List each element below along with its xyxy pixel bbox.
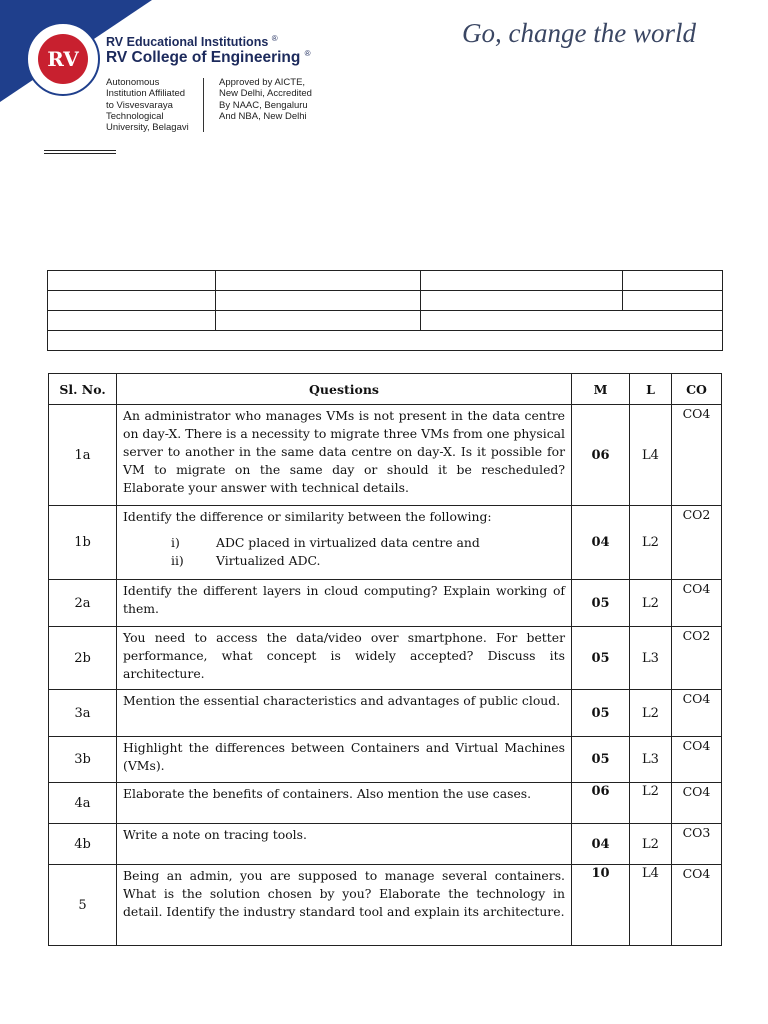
course-outcome: CO3 (672, 824, 722, 865)
question-text: An administrator who manages VMs is not present in the data centre on day-X. There is a necessity to migrate three VMs from one physical server to another in the same data centre on day-X. Is it possible for VM to migrate on the same day or should it be rescheduled? Elaborate your answer with technical details. (117, 405, 572, 506)
question-text: Mention the essential characteristics and advantages of public cloud. (117, 690, 572, 737)
marks: 04 (572, 824, 630, 865)
question-text: You need to access the data/video over smartphone. For better performance, what concept is widely accepted? Discuss its architecture. (117, 627, 572, 690)
info-cell (623, 291, 723, 311)
level: L2 (630, 580, 672, 627)
sl-no: 1b (49, 506, 117, 580)
level: L4 (630, 865, 672, 946)
table-row (49, 783, 722, 824)
question-text: Highlight the differences between Containers and Virtual Machines (VMs). (117, 737, 572, 783)
info-cell (216, 271, 421, 291)
sl-no: 1a (49, 405, 117, 506)
marks: 05 (572, 627, 630, 690)
approval-info (219, 77, 312, 122)
college-text: RV College of Engineering (106, 49, 301, 67)
table-row (49, 627, 722, 690)
info-cell (216, 291, 421, 311)
affiliation-line: Institution Affiliated (106, 88, 186, 100)
tagline: Go, change the world (462, 18, 696, 48)
marks: 05 (572, 690, 630, 737)
level: L4 (630, 405, 672, 506)
info-cell (421, 291, 623, 311)
list-item (171, 552, 565, 570)
info-cell (48, 291, 216, 311)
header-divider (203, 78, 204, 132)
level: L2 (630, 690, 672, 737)
logo-text: RV (38, 34, 88, 84)
info-cell (48, 331, 723, 351)
header-questions: Questions (117, 374, 572, 405)
question-cell (117, 506, 572, 580)
marks: 06 (572, 405, 630, 506)
sl-no: 3a (49, 690, 117, 737)
table-row (49, 506, 722, 580)
info-cell (623, 271, 723, 291)
double-rule (44, 150, 116, 154)
info-row (48, 291, 723, 311)
info-row (48, 311, 723, 331)
college-name (106, 49, 311, 67)
table-row (49, 580, 722, 627)
header-marks: M (572, 374, 630, 405)
level: L2 (630, 824, 672, 865)
info-cell (216, 311, 421, 331)
affiliation-line: Autonomous (106, 77, 160, 88)
marks: 04 (572, 506, 630, 580)
list-item (171, 534, 565, 552)
list-number: i) (171, 535, 180, 550)
sl-no: 3b (49, 737, 117, 783)
course-outcome: CO4 (672, 405, 722, 506)
institution-name (106, 34, 278, 49)
level: L3 (630, 627, 672, 690)
affiliation-line: University, Belagavi (106, 122, 189, 134)
question-text: Identify the different layers in cloud computing? Explain working of them. (117, 580, 572, 627)
info-row (48, 271, 723, 291)
approval-line: By NAAC, Bengaluru (219, 99, 308, 111)
marks: 05 (572, 580, 630, 627)
table-row (49, 690, 722, 737)
course-outcome: CO4 (672, 580, 722, 627)
header-level: L (630, 374, 672, 405)
marks: 06 (572, 783, 630, 824)
course-outcome: CO2 (672, 506, 722, 580)
marks: 10 (572, 865, 630, 946)
header-sl-no: Sl. No. (49, 374, 117, 405)
marks: 05 (572, 737, 630, 783)
list-number: ii) (171, 553, 184, 568)
info-cell (48, 271, 216, 291)
affiliation-line: Technological (106, 110, 164, 122)
sl-no: 4a (49, 783, 117, 824)
info-cell (421, 271, 623, 291)
info-cell (421, 311, 723, 331)
question-text: Elaborate the benefits of containers. Also mention the use cases. (117, 783, 572, 824)
table-row (49, 405, 722, 506)
list-text: Virtualized ADC. (216, 553, 321, 568)
affiliation-info (106, 77, 189, 133)
question-text: Being an admin, you are supposed to manage several containers. What is the solution chosen by you? Elaborate the technology in detail. Identify the industry standard tool and explain its architecture. (117, 865, 572, 946)
approval-line: New Delhi, Accredited (219, 88, 312, 100)
course-outcome: CO4 (672, 865, 722, 946)
course-outcome: CO4 (672, 737, 722, 783)
course-outcome: CO2 (672, 627, 722, 690)
question-text: Write a note on tracing tools. (117, 824, 572, 865)
level: L3 (630, 737, 672, 783)
header-co: CO (672, 374, 722, 405)
sl-no: 2a (49, 580, 117, 627)
affiliation-line: to Visvesvaraya (106, 99, 173, 111)
list-text: ADC placed in virtualized data centre and (216, 535, 480, 550)
registered-mark: ® (304, 49, 311, 58)
sl-no: 4b (49, 824, 117, 865)
approval-line: And NBA, New Delhi (219, 110, 307, 122)
approval-line: Approved by AICTE, (219, 77, 306, 88)
questions-table (48, 373, 722, 946)
college-logo (26, 22, 100, 96)
course-outcome: CO4 (672, 690, 722, 737)
sl-no: 5 (49, 865, 117, 946)
table-row (49, 865, 722, 946)
info-cell (48, 311, 216, 331)
level: L2 (630, 783, 672, 824)
registered-mark: ® (271, 34, 278, 43)
sl-no: 2b (49, 627, 117, 690)
table-row (49, 737, 722, 783)
level: L2 (630, 506, 672, 580)
info-row (48, 331, 723, 351)
table-row (49, 824, 722, 865)
course-outcome: CO4 (672, 783, 722, 824)
question-text: Identify the difference or similarity between the following: (123, 509, 492, 524)
table-header-row (49, 374, 722, 405)
sub-list (123, 534, 565, 570)
institution-text: RV Educational Institutions (106, 35, 269, 50)
exam-info-table (47, 270, 723, 351)
